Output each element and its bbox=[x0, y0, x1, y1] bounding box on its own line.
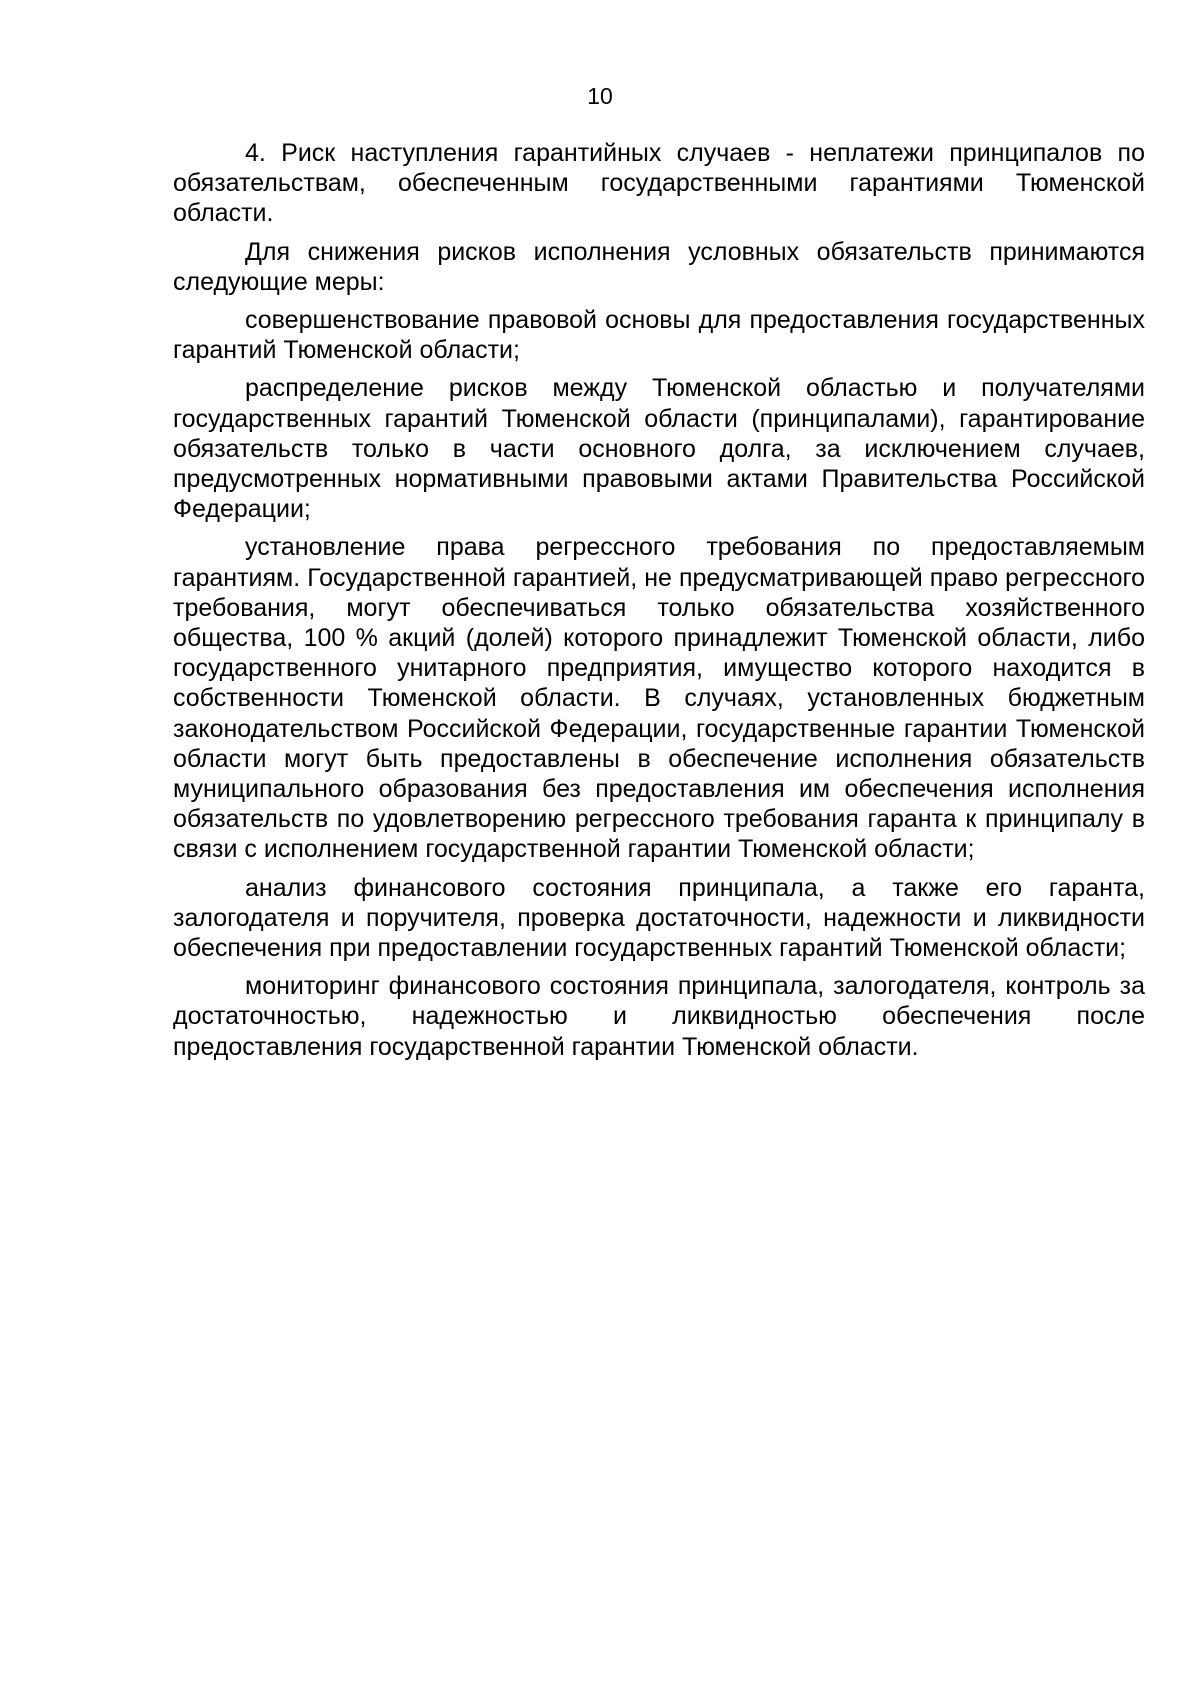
paragraph-risk-distribution: распределение рисков между Тюменской областью и получателями государственных гарантий Тюменской области (принципалами), гарантирование обязательств только в части основного долга, за исключением случаев, предусмотренных нормативными правовыми актами Правительства Российской Федерации; bbox=[173, 374, 1145, 524]
page-number: 10 bbox=[587, 83, 613, 109]
paragraph-risk-guarantee-cases: 4. Риск наступления гарантийных случаев - неплатежи принципалов по обязательствам, обеспеченным государственными гарантиями Тюменской области. bbox=[173, 139, 1145, 228]
document-body bbox=[173, 138, 1145, 1070]
paragraph-financial-analysis: анализ финансового состояния принципала, а также его гаранта, залогодателя и поручителя, проверка достаточности, надежности и ликвидности обеспечения при предоставлении государственных гарантий Тюменской области; bbox=[173, 873, 1145, 963]
paragraph-regress-right: установление права регрессного требования по предоставляемым гарантиям. Государственной гарантией, не предусматривающей право регрессного требования, могут обеспечиваться только обязательства хозяйственного общества, 100 % акций (долей) которого принадлежит Тюменской области, либо государственного унитарного предприятия, имущество которого находится в собственности Тюменской области. В случаях, установленных бюджетным законодательством Российской Федерации, государственные гарантии Тюменской области могут быть предоставлены в обеспечение исполнения обязательств муниципального образования без предоставления им обеспечения исполнения обязательств по удовлетворению регрессного требования гаранта к принципалу в связи с исполнением государственной гарантии Тюменской области; bbox=[173, 533, 1145, 864]
paragraph-monitoring: мониторинг финансового состояния принципала, залогодателя, контроль за достаточностью, надежностью и ликвидностью обеспечения после предоставления государственной гарантии Тюменской области. bbox=[173, 972, 1145, 1061]
paragraph-measures-intro: Для снижения рисков исполнения условных обязательств принимаются следующие меры: bbox=[173, 237, 1145, 296]
paragraph-legal-basis: совершенствование правовой основы для предоставления государственных гарантий Тюменской области; bbox=[173, 306, 1145, 365]
